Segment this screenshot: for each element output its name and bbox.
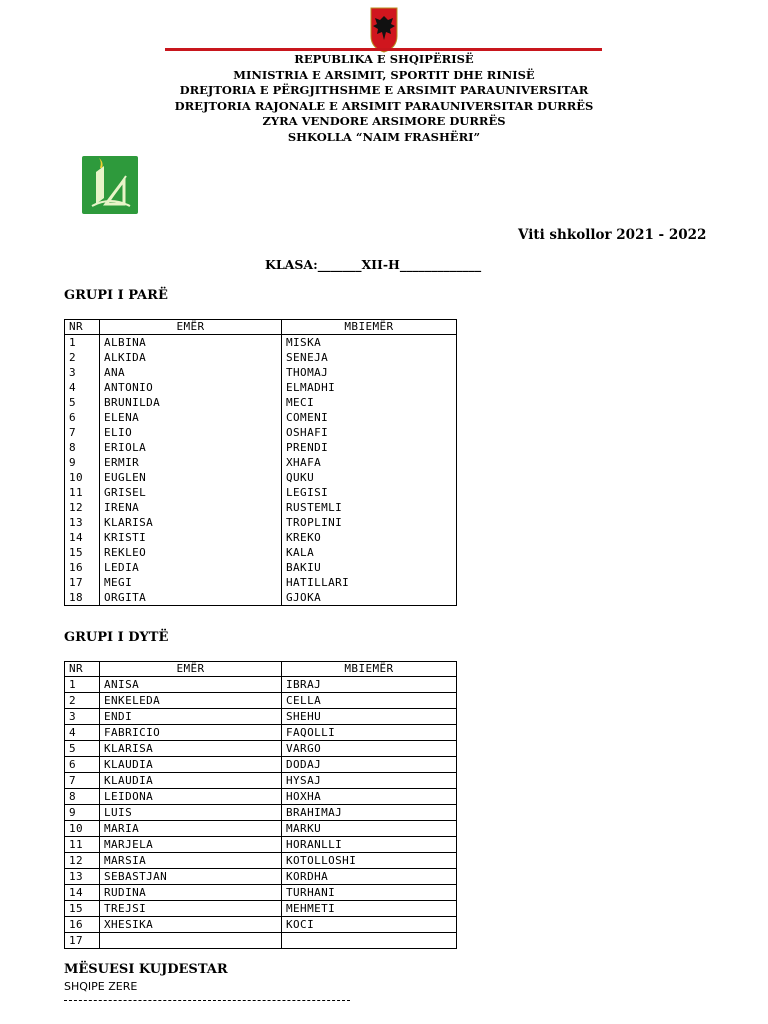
cell-nr: 16	[65, 917, 100, 933]
group-2-title: GRUPI I DYTË	[64, 630, 169, 645]
cell-last-name: HYSAJ	[282, 773, 457, 789]
cell-nr: 2	[65, 693, 100, 709]
cell-first-name: ELIO	[100, 425, 282, 440]
header-line: DREJTORIA RAJONALE E ARSIMIT PARAUNIVERSITAR DURRËS	[174, 98, 594, 113]
cell-nr: 16	[65, 560, 100, 575]
cell-first-name: KLAUDIA	[100, 773, 282, 789]
table-row	[65, 837, 457, 853]
table-row	[65, 757, 457, 773]
header-mbiemer: MBIEMËR	[282, 320, 457, 335]
signature-line	[64, 1000, 350, 1001]
cell-first-name: FABRICIO	[100, 725, 282, 741]
cell-nr: 12	[65, 500, 100, 515]
cell-last-name: DODAJ	[282, 757, 457, 773]
school-logo-icon	[82, 156, 138, 214]
header-nr: NR	[65, 662, 100, 677]
cell-nr: 18	[65, 590, 100, 606]
cell-last-name: IBRAJ	[282, 677, 457, 693]
cell-last-name: RUSTEMLI	[282, 500, 457, 515]
table-row	[65, 425, 457, 440]
table-header-row	[65, 320, 457, 335]
cell-nr: 10	[65, 470, 100, 485]
cell-first-name: ORGITA	[100, 590, 282, 606]
table-row	[65, 485, 457, 500]
table-header-row	[65, 662, 457, 677]
cell-last-name: BAKIU	[282, 560, 457, 575]
cell-nr: 7	[65, 425, 100, 440]
cell-first-name: REKLEO	[100, 545, 282, 560]
cell-last-name: SENEJA	[282, 350, 457, 365]
cell-first-name: LEDIA	[100, 560, 282, 575]
cell-first-name: SEBASTJAN	[100, 869, 282, 885]
cell-first-name: XHESIKA	[100, 917, 282, 933]
cell-nr: 6	[65, 757, 100, 773]
cell-last-name: CELLA	[282, 693, 457, 709]
cell-nr: 11	[65, 485, 100, 500]
cell-last-name: TROPLINI	[282, 515, 457, 530]
cell-nr: 3	[65, 709, 100, 725]
cell-last-name: HORANLLI	[282, 837, 457, 853]
homeroom-teacher-name: SHQIPE ZERE	[64, 980, 138, 993]
cell-first-name: IRENA	[100, 500, 282, 515]
table-row	[65, 853, 457, 869]
table-row	[65, 365, 457, 380]
table-row	[65, 933, 457, 949]
cell-nr: 17	[65, 933, 100, 949]
cell-first-name: TREJSI	[100, 901, 282, 917]
cell-nr: 15	[65, 901, 100, 917]
cell-last-name: SHEHU	[282, 709, 457, 725]
cell-first-name: BRUNILDA	[100, 395, 282, 410]
header-line: ZYRA VENDORE ARSIMORE DURRËS	[262, 114, 506, 129]
cell-nr: 9	[65, 455, 100, 470]
cell-first-name: RUDINA	[100, 885, 282, 901]
cell-first-name: KRISTI	[100, 530, 282, 545]
table-row	[65, 335, 457, 351]
cell-nr: 8	[65, 440, 100, 455]
group-2-table	[64, 661, 457, 949]
cell-last-name: ELMADHI	[282, 380, 457, 395]
cell-last-name: HOXHA	[282, 789, 457, 805]
cell-last-name: LEGISI	[282, 485, 457, 500]
cell-first-name: ANISA	[100, 677, 282, 693]
cell-nr: 4	[65, 725, 100, 741]
cell-first-name: LUIS	[100, 805, 282, 821]
table-row	[65, 380, 457, 395]
cell-nr: 15	[65, 545, 100, 560]
cell-last-name: KOCI	[282, 917, 457, 933]
cell-first-name: ERIOLA	[100, 440, 282, 455]
cell-last-name: GJOKA	[282, 590, 457, 606]
table-row	[65, 741, 457, 757]
cell-last-name: MEHMETI	[282, 901, 457, 917]
cell-nr: 2	[65, 350, 100, 365]
header-line: REPUBLIKA E SHQIPËRISË	[294, 52, 474, 66]
cell-nr: 8	[65, 789, 100, 805]
cell-nr: 7	[65, 773, 100, 789]
cell-last-name: THOMAJ	[282, 365, 457, 380]
cell-nr: 1	[65, 335, 100, 351]
table-row	[65, 500, 457, 515]
cell-first-name: KLARISA	[100, 515, 282, 530]
cell-last-name: FAQOLLI	[282, 725, 457, 741]
header-block	[0, 52, 768, 146]
cell-nr: 5	[65, 741, 100, 757]
homeroom-teacher-title: MËSUESI KUJDESTAR	[64, 962, 228, 977]
table-row	[65, 901, 457, 917]
cell-first-name: ANA	[100, 365, 282, 380]
class-label: KLASA:_______XII-H_____________	[265, 257, 482, 272]
table-row	[65, 789, 457, 805]
albanian-eagle-emblem-icon	[368, 6, 400, 54]
cell-nr: 3	[65, 365, 100, 380]
cell-first-name: KLAUDIA	[100, 757, 282, 773]
cell-last-name: KALA	[282, 545, 457, 560]
cell-nr: 13	[65, 869, 100, 885]
table-row	[65, 560, 457, 575]
table-row	[65, 693, 457, 709]
table-row	[65, 440, 457, 455]
group-1-table	[64, 319, 457, 606]
cell-last-name: KREKO	[282, 530, 457, 545]
cell-last-name: MECI	[282, 395, 457, 410]
cell-last-name	[282, 933, 457, 949]
cell-first-name: GRISEL	[100, 485, 282, 500]
cell-last-name: XHAFA	[282, 455, 457, 470]
header-rule	[165, 48, 602, 51]
cell-nr: 1	[65, 677, 100, 693]
cell-first-name: MARJELA	[100, 837, 282, 853]
table-row	[65, 575, 457, 590]
cell-nr: 14	[65, 530, 100, 545]
cell-last-name: MARKU	[282, 821, 457, 837]
header-line: SHKOLLA “NAIM FRASHËRI”	[287, 129, 481, 144]
table-row	[65, 530, 457, 545]
table-row	[65, 805, 457, 821]
cell-first-name: ANTONIO	[100, 380, 282, 395]
cell-first-name: ERMIR	[100, 455, 282, 470]
group-1-title: GRUPI I PARË	[64, 288, 168, 303]
header-emer: EMËR	[100, 662, 282, 677]
cell-nr: 10	[65, 821, 100, 837]
cell-nr: 12	[65, 853, 100, 869]
cell-last-name: KORDHA	[282, 869, 457, 885]
cell-first-name: LEIDONA	[100, 789, 282, 805]
table-row	[65, 725, 457, 741]
cell-last-name: MISKA	[282, 335, 457, 351]
cell-first-name: ELENA	[100, 410, 282, 425]
school-year: Viti shkollor 2021 - 2022	[518, 227, 707, 243]
header-emer: EMËR	[100, 320, 282, 335]
cell-first-name: EUGLEN	[100, 470, 282, 485]
cell-first-name: ENKELEDA	[100, 693, 282, 709]
cell-first-name	[100, 933, 282, 949]
cell-nr: 9	[65, 805, 100, 821]
cell-nr: 14	[65, 885, 100, 901]
cell-last-name: KOTOLLOSHI	[282, 853, 457, 869]
table-row	[65, 677, 457, 693]
table-row	[65, 590, 457, 606]
cell-nr: 17	[65, 575, 100, 590]
table-row	[65, 885, 457, 901]
table-row	[65, 917, 457, 933]
table-row	[65, 395, 457, 410]
cell-first-name: MARIA	[100, 821, 282, 837]
table-row	[65, 821, 457, 837]
table-row	[65, 515, 457, 530]
header-line: MINISTRIA E ARSIMIT, SPORTIT DHE RINISË	[233, 67, 535, 82]
cell-first-name: KLARISA	[100, 741, 282, 757]
table-row	[65, 350, 457, 365]
cell-nr: 5	[65, 395, 100, 410]
cell-last-name: PRENDI	[282, 440, 457, 455]
cell-last-name: VARGO	[282, 741, 457, 757]
cell-first-name: ALBINA	[100, 335, 282, 351]
cell-last-name: COMENI	[282, 410, 457, 425]
table-row	[65, 709, 457, 725]
cell-nr: 4	[65, 380, 100, 395]
cell-first-name: ALKIDA	[100, 350, 282, 365]
table-row	[65, 773, 457, 789]
cell-last-name: HATILLARI	[282, 575, 457, 590]
table-row	[65, 869, 457, 885]
cell-last-name: QUKU	[282, 470, 457, 485]
cell-last-name: TURHANI	[282, 885, 457, 901]
cell-nr: 13	[65, 515, 100, 530]
table-row	[65, 470, 457, 485]
cell-first-name: ENDI	[100, 709, 282, 725]
cell-nr: 6	[65, 410, 100, 425]
cell-first-name: MARSIA	[100, 853, 282, 869]
header-nr: NR	[65, 320, 100, 335]
cell-last-name: OSHAFI	[282, 425, 457, 440]
cell-first-name: MEGI	[100, 575, 282, 590]
cell-last-name: BRAHIMAJ	[282, 805, 457, 821]
table-row	[65, 545, 457, 560]
table-row	[65, 410, 457, 425]
cell-nr: 11	[65, 837, 100, 853]
header-line: DREJTORIA E PËRGJITHSHME E ARSIMIT PARAUNIVERSITAR	[179, 83, 589, 98]
header-mbiemer: MBIEMËR	[282, 662, 457, 677]
table-row	[65, 455, 457, 470]
